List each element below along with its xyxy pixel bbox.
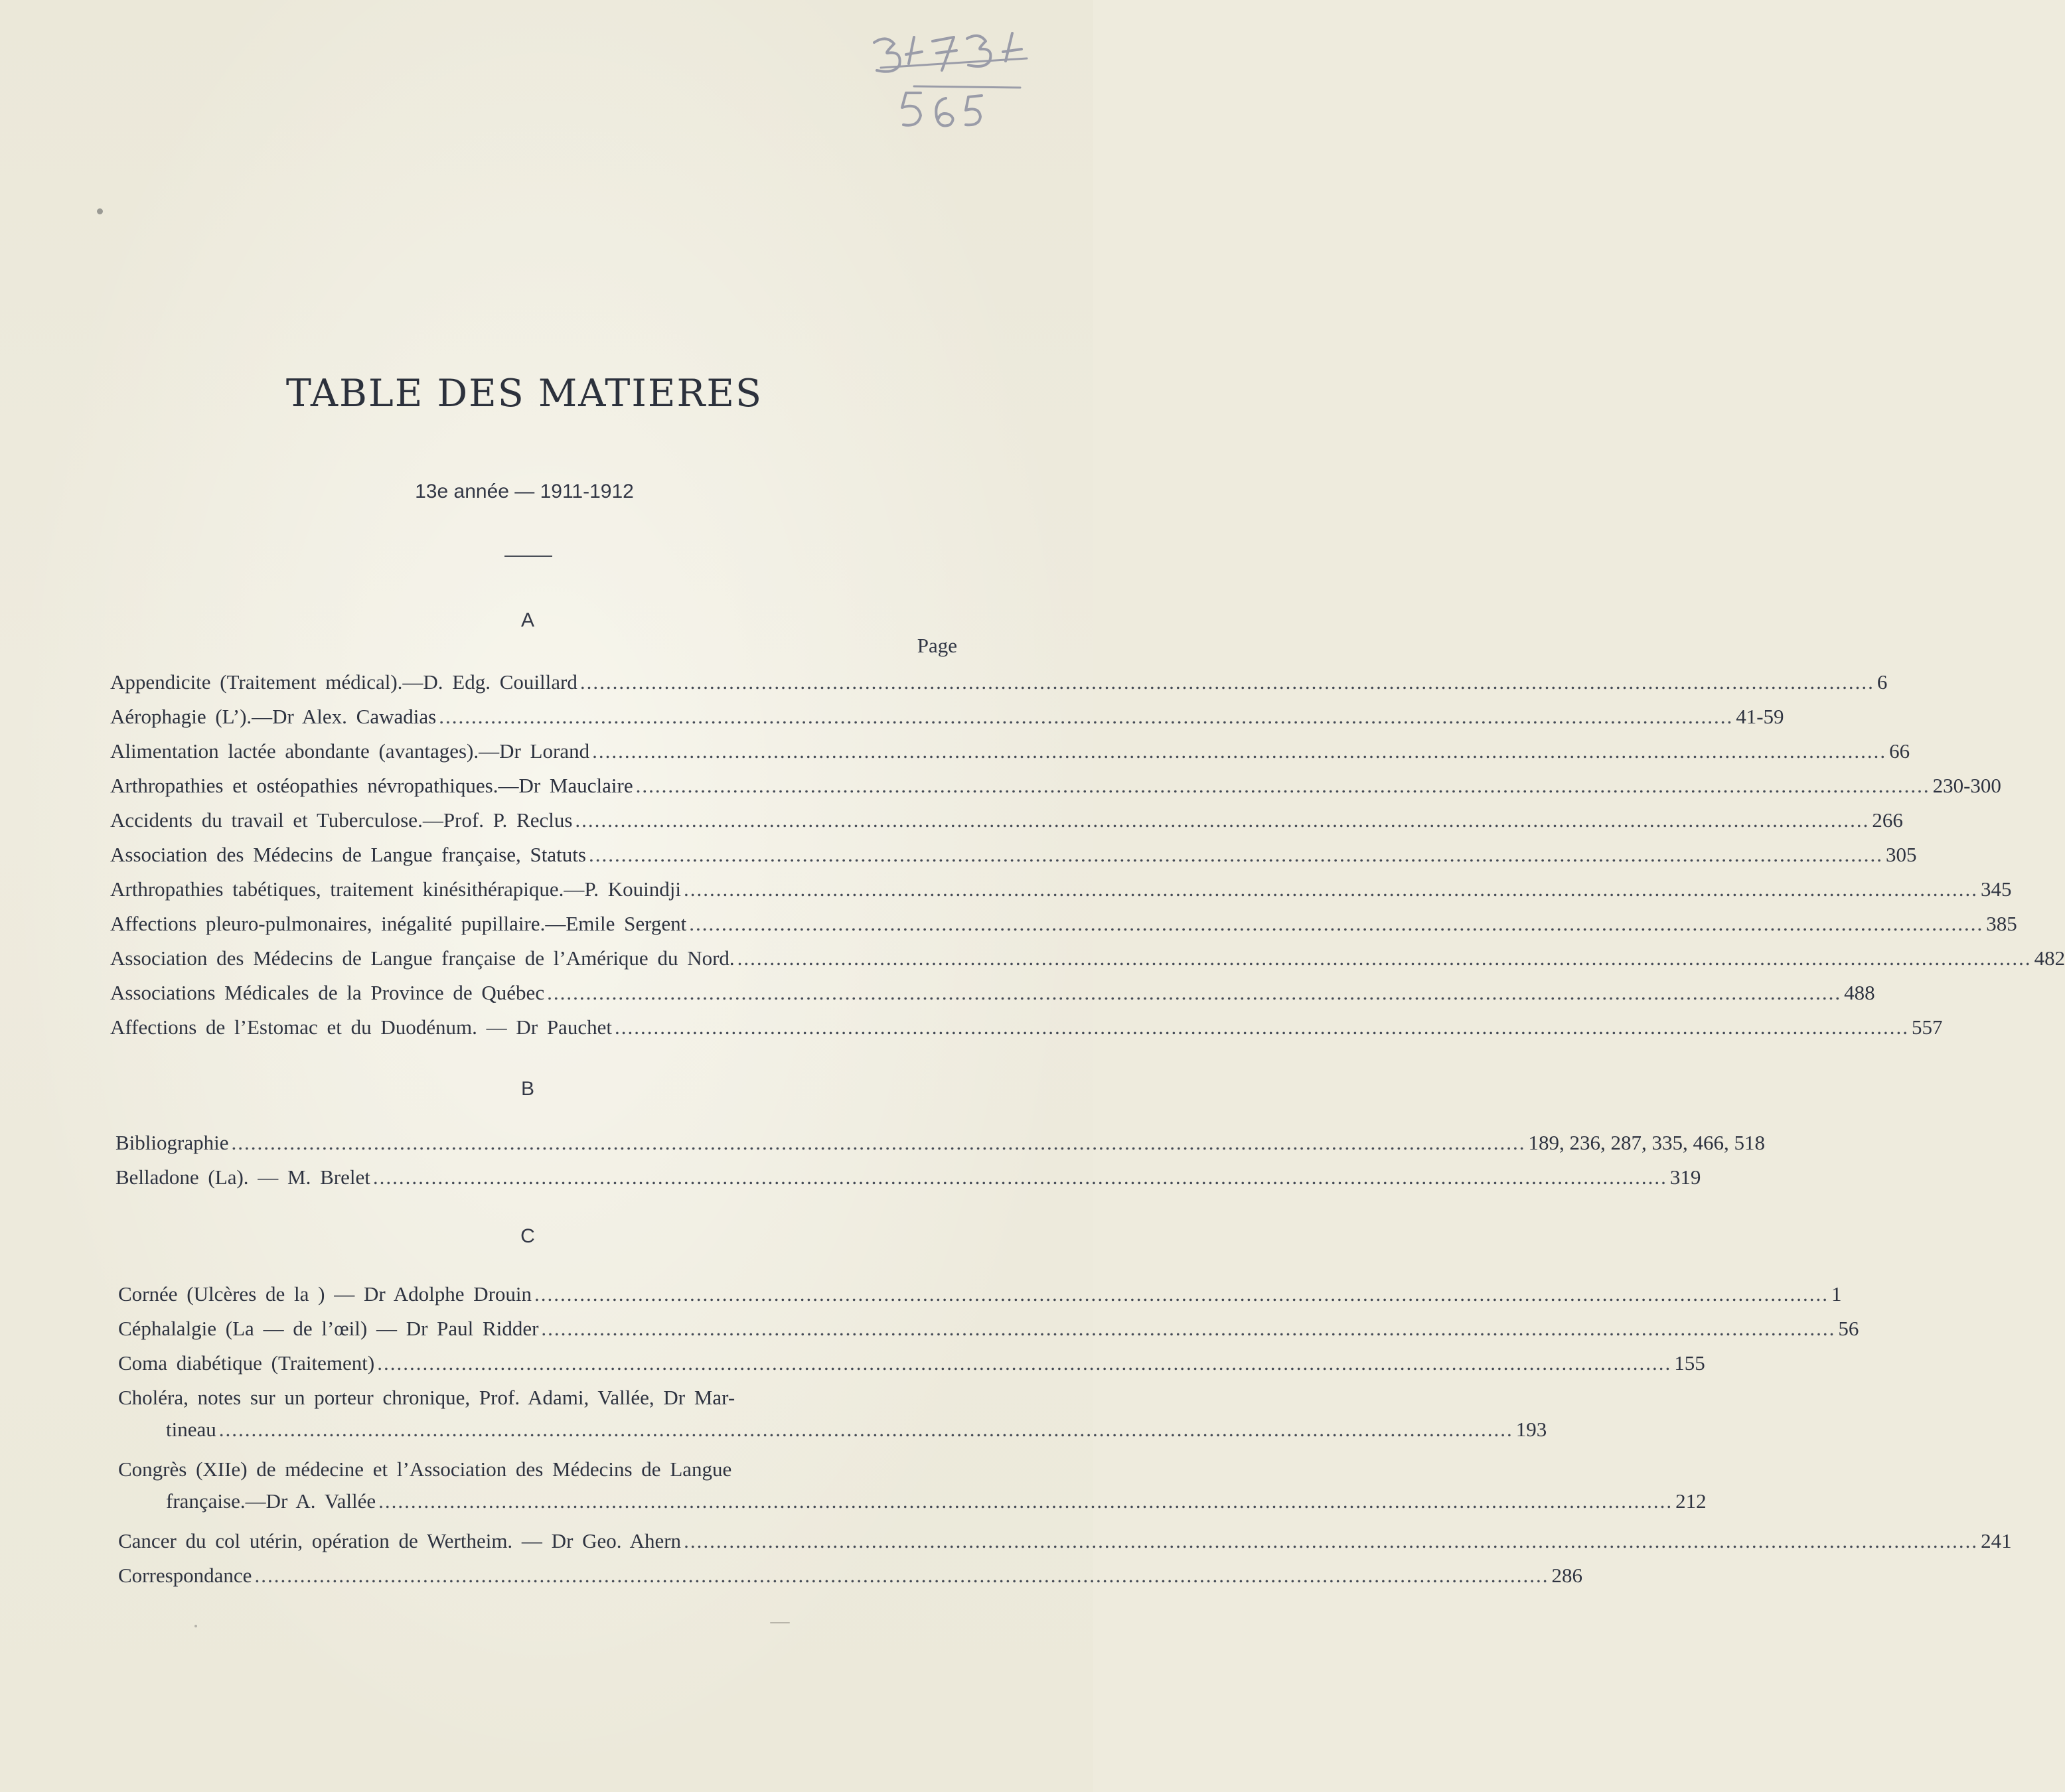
dot-leader: ........................................................................................................................................................................................................: [683, 877, 1978, 901]
dot-leader: ........................................................................................................................................................................................................: [575, 808, 1870, 832]
paper-speck: [194, 1625, 197, 1627]
toc-entry: Belladone (La). — M. Brelet ........................................................................................................................................................................................................ 319: [115, 1165, 1701, 1189]
toc-entry: Aérophagie (L’).—Dr Alex. Cawadias ........................................................................................................................................................................................................ 41-59: [110, 705, 1784, 728]
dot-leader: ........................................................................................................................................................................................................: [579, 670, 1874, 694]
dot-leader: ........................................................................................................................................................................................................: [372, 1165, 1667, 1189]
paper-speck: [97, 208, 103, 214]
dot-leader: ........................................................................................................................................................................................................: [534, 1282, 1829, 1306]
toc-entry: Arthropathies et ostéopathies névropathiques.—Dr Mauclaire ........................................................................................................................................................................................................ 230-300: [110, 774, 2001, 797]
toc-entry: Céphalalgie (La — de l’œil) — Dr Paul Ridder ........................................................................................................................................................................................................ 56: [118, 1317, 1859, 1340]
section-a-entries: [110, 670, 2065, 1050]
toc-entry: Associations Médicales de la Province de Québec ........................................................................................................................................................................................................ 488: [110, 981, 1875, 1004]
dot-leader: ........................................................................................................................................................................................................: [218, 1418, 1513, 1441]
dot-leader: ........................................................................................................................................................................................................: [684, 1529, 1979, 1552]
toc-entry: Affections pleuro-pulmonaires, inégalité pupillaire.—Emile Sergent ........................................................................................................................................................................................................ 385: [110, 912, 2017, 935]
dot-leader: ........................................................................................................................................................................................................: [541, 1317, 1836, 1340]
dot-leader: ........................................................................................................................................................................................................: [635, 774, 1930, 797]
dot-leader: ........................................................................................................................................................................................................: [737, 946, 2032, 970]
toc-entry: Arthropathies tabétiques, traitement kinésithérapique.—P. Kouindji ........................................................................................................................................................................................................ 345: [110, 877, 2012, 901]
toc-entry: Accidents du travail et Tuberculose.—Prof. P. Reclus ........................................................................................................................................................................................................ 266: [110, 808, 1903, 832]
toc-entry: Coma diabétique (Traitement) ........................................................................................................................................................................................................ 155: [118, 1351, 1705, 1375]
toc-entry: Cornée (Ulcères de la ) — Dr Adolphe Drouin ........................................................................................................................................................................................................ 1: [118, 1282, 1842, 1306]
section-letter-a: A: [520, 609, 534, 631]
dot-leader: ........................................................................................................................................................................................................: [254, 1564, 1549, 1587]
separator-rule: [504, 556, 552, 557]
dot-leader: ........................................................................................................................................................................................................: [614, 1015, 1909, 1039]
section-letter-c: C: [520, 1225, 535, 1247]
page-column-header: Page: [917, 634, 957, 657]
section-letter-b: B: [520, 1078, 534, 1100]
section-b-entries: [115, 1131, 1765, 1200]
toc-entry: Correspondance ........................................................................................................................................................................................................ 286: [118, 1564, 1582, 1587]
toc-entry: Association des Médecins de Langue française de l’Amérique du Nord. ........................................................................................................................................................................................................ 482: [110, 946, 2065, 970]
toc-entry: Appendicite (Traitement médical).—D. Edg. Couillard ........................................................................................................................................................................................................ 6: [110, 670, 1888, 694]
dot-leader: ........................................................................................................................................................................................................: [592, 739, 1887, 763]
toc-entry: Cancer du col utérin, opération de Wertheim. — Dr Geo. Ahern ........................................................................................................................................................................................................ 241: [118, 1529, 2012, 1552]
toc-entry: Bibliographie ........................................................................................................................................................................................................ 189, 236, 287, 335, 466, 518: [115, 1131, 1765, 1154]
toc-entry: Alimentation lactée abondante (avantages).—Dr Lorand ........................................................................................................................................................................................................ 66: [110, 739, 1910, 763]
dot-leader: ........................................................................................................................................................................................................: [588, 843, 1883, 866]
paper-speck: [770, 1622, 790, 1623]
dot-leader: ........................................................................................................................................................................................................: [689, 912, 1984, 935]
dot-leader: ........................................................................................................................................................................................................: [231, 1131, 1526, 1154]
dot-leader: ........................................................................................................................................................................................................: [377, 1351, 1672, 1375]
toc-entry: Choléra, notes sur un porteur chronique, Prof. Adami, Vallée, Dr Mar- tineau ........................................................................................................................................................................................................ 193: [118, 1386, 1547, 1441]
dot-leader: ........................................................................................................................................................................................................: [439, 705, 1734, 728]
page-title: TABLE DES MATIERES: [285, 372, 763, 415]
dot-leader: ........................................................................................................................................................................................................: [378, 1489, 1673, 1513]
section-c-entries: [118, 1282, 2012, 1598]
toc-entry: Affections de l’Estomac et du Duodénum. — Dr Pauchet ........................................................................................................................................................................................................ 557: [110, 1015, 1943, 1039]
toc-entry: Association des Médecins de Langue française, Statuts ........................................................................................................................................................................................................ 305: [110, 843, 1917, 866]
handwritten-catalog-number: [868, 29, 1067, 149]
dot-leader: ........................................................................................................................................................................................................: [547, 981, 1842, 1004]
volume-subtitle: 13e année — 1911-1912: [415, 481, 634, 502]
toc-entry: Congrès (XIIe) de médecine et l’Association des Médecins de Langue française.—Dr A. Vallée ........................................................................................................................................................................................................ 212: [118, 1457, 1707, 1513]
